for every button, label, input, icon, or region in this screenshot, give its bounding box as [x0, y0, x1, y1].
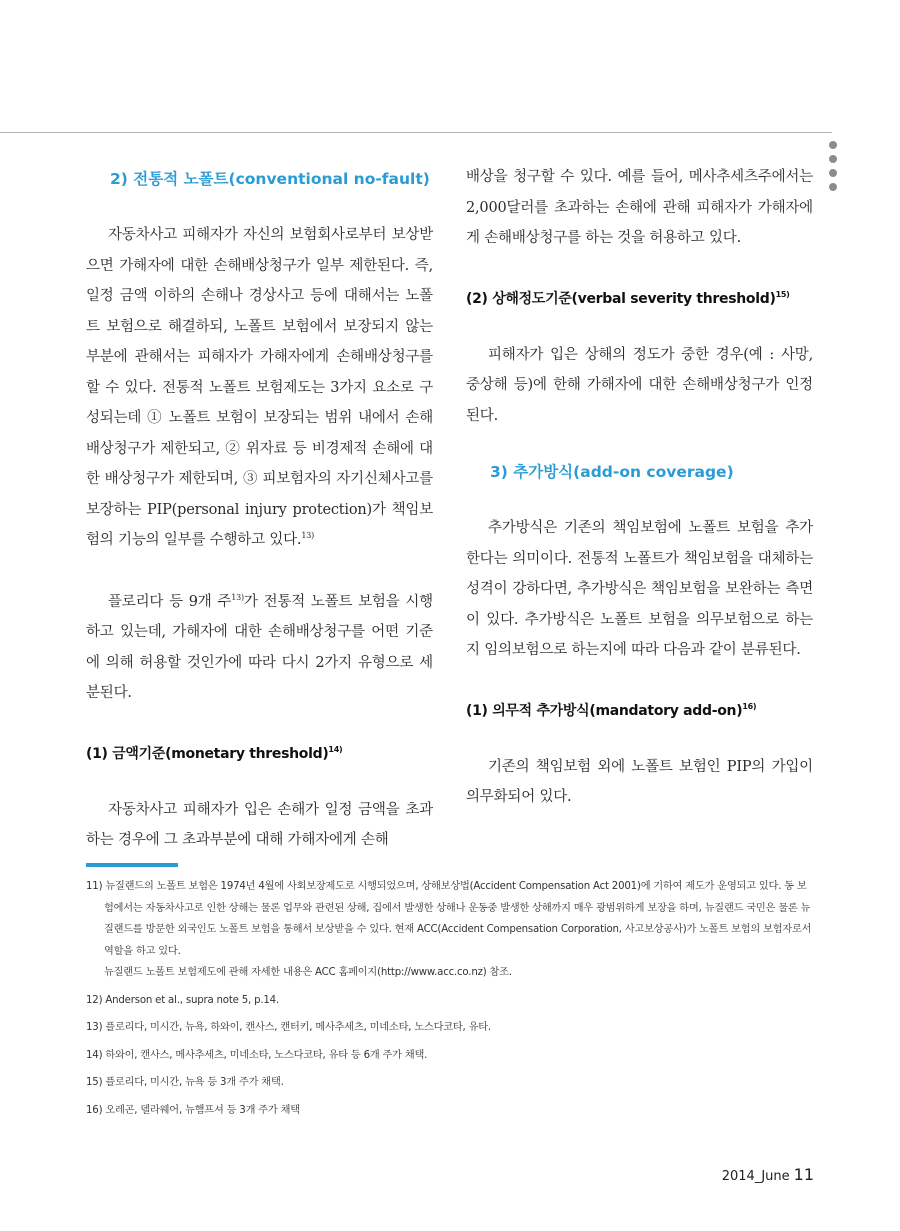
footnote-item: 11) 뉴질랜드의 노폴트 보험은 1974년 4월에 사회보장제도로 시행되었으며, 상해보상법(Accident Compensation Act 2001)에 기하여 제도가 운영되고 있다. 동 보험에서는 자동차사고로 인한 상해는 물론 업무와 관련된 상해, 집에서 발생한 상해나 운동중 발생한 상해까지 매우 광범위하게 보장을 하며, 뉴질랜드 국민은 물론 뉴질랜드를 방문한 외국인도 노폴트 보험을 통해서 보상받을 수 있다. 현재 ACC(Accident Compensation Corporation, 사고보상공사)가 노폴트 보험의 보험자로서 역할을 하고 있다. 뉴질랜드 노폴트 보험제도에 관해 자세한 내용은 ACC 홈페이지(http://www.acc.co.nz) 참조. [86, 881, 812, 978]
footnote-ref: 16) [742, 701, 757, 711]
footnote-item: 12) Anderson et al., supra note 5, p.14. [86, 994, 280, 1006]
decorative-dots [829, 141, 837, 197]
issue-date: 2014_June [721, 1169, 790, 1184]
footnote-item: 13) 플로리다, 미시간, 뉴욕, 하와이, 캔사스, 캔터키, 메사추세츠, 미네소타, 노스다코타, 유타. [86, 1022, 491, 1033]
paragraph: 플로리다 등 9개 주$^{13)}$가 전통적 노폴트 보험을 시행하고 있는데, 가해자에 대한 손해배상청구를 어떤 기준에 의해 허용할 것인가에 따라 다시 2가지 유형으로 세분된다. [86, 592, 433, 701]
paragraph: 배상을 청구할 수 있다. 예를 들어, 메사추세츠주에서는 2,000달러를 초과하는 손해에 관해 피해자가 가해자에게 손해배상청구를 하는 것을 허용하고 있다. [466, 169, 813, 246]
subheading-verbal-threshold: (2) 상해정도기준(verbal severity threshold)$^{15)}$ [466, 289, 790, 307]
dot-icon [829, 155, 837, 163]
top-divider [0, 132, 832, 133]
page-number: 11 [793, 1165, 814, 1184]
footnote-item: 16) 오레곤, 델라웨어, 뉴햄프셔 등 3개 주가 채택 [86, 1104, 300, 1116]
right-column [466, 162, 813, 813]
left-column [86, 162, 433, 856]
paragraph: 피해자가 입은 상해의 정도가 중한 경우(예 : 사망, 중상해 등)에 한해 가해자에 대한 손해배상청구가 인정된다. [466, 346, 813, 424]
footnote-item: 14) 하와이, 캔사스, 메사추세츠, 미네소타, 노스다코타, 유타 등 6개 주가 채택. [86, 1049, 428, 1061]
dot-icon [829, 183, 837, 191]
footnotes [86, 876, 816, 1127]
page-footer [722, 1165, 814, 1184]
footnote-ref: 13) [301, 531, 315, 540]
paragraph: 자동차사고 피해자가 자신의 보험회사로부터 보상받으면 가해자에 대한 손해배상청구가 일부 제한된다. 즉, 일정 금액 이하의 손해나 경상사고 등에 대해서는 노폴트 보험으로 해결하되, 노폴트 보험에서 보장되지 않는 부분에 관해서는 피해자가 가해자에게 손해배상청구를 할 수 있다. 전통적 노폴트 보험제도는 3가지 요소로 구성되는데 ① 노폴트 보험이 보장되는 범위 내에서 손해배상청구가 제한되고, ② 위자료 등 비경제적 손해에 대한 배상청구가 제한되며, ③ 피보험자의 자기신체사고를 보장하는 PIP(personal injury protection)가 책임보험의 기능의 일부를 수행하고 있다.$^{13)}$ [86, 227, 433, 548]
paragraph: 기존의 책임보험 외에 노폴트 보험인 PIP의 가입이 의무화되어 있다. [466, 758, 813, 805]
footnote-item: 15) 플로리다, 미시간, 뉴욕 등 3개 주가 채택. [86, 1077, 284, 1088]
footnote-ref: 13) [231, 592, 244, 602]
dot-icon [829, 141, 837, 149]
footnote-ref: 15) [775, 289, 790, 299]
paragraph: 추가방식은 기존의 책임보험에 노폴트 보험을 추가한다는 의미이다. 전통적 노폴트가 책임보험을 대체하는 성격이 강하다면, 추가방식은 책임보험을 보완하는 측면이 있다. 추가방식은 노폴트 보험을 의무보험으로 하는지 임의보험으로 하는지에 따라 다음과 같이 분류된다. [466, 520, 813, 658]
subheading-mandatory-add-on: (1) 의무적 추가방식(mandatory add-on)$^{16)}$ [466, 701, 757, 719]
subheading-monetary-threshold: (1) 금액기준(monetary threshold)$^{14)}$ [86, 744, 343, 762]
section-heading-conventional: 2) 전통적 노폴트(conventional no-fault) [110, 170, 430, 188]
footnote-divider [86, 863, 178, 867]
section-heading-add-on: 3) 추가방식(add-on coverage) [490, 463, 734, 481]
footnote-ref: 14) [328, 744, 343, 754]
paragraph: 자동차사고 피해자가 입은 손해가 일정 금액을 초과하는 경우에 그 초과부분에 대해 가해자에게 손해 [86, 801, 433, 848]
dot-icon [829, 169, 837, 177]
